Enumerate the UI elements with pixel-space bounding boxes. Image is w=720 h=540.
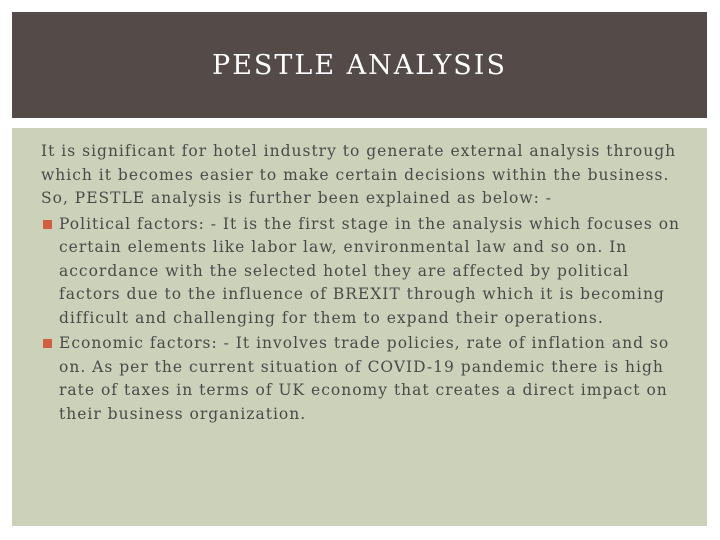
bullet-item-political: [41, 213, 685, 331]
slide-title-bar: [12, 12, 707, 118]
bullet-text: Economic factors: - It involves trade policies, rate of inflation and so on. As per the current situation of COVID-19 pandemic there is high rate of taxes in terms of UK economy that creates a direct impact on their business organization.: [59, 334, 670, 423]
bullet-list: [41, 213, 685, 427]
intro-paragraph: It is significant for hotel industry to generate external analysis through which it becomes easier to make certain decisions within the business. So, PESTLE analysis is further been explained as below: -: [41, 142, 677, 207]
square-bullet-icon: [43, 220, 52, 229]
bullet-item-economic: [41, 332, 685, 426]
square-bullet-icon: [43, 339, 52, 348]
slide-title: PESTLE ANALYSIS: [212, 49, 507, 81]
slide-content-area: [12, 128, 707, 526]
bullet-text: Political factors: - It is the first stage in the analysis which focuses on certain elements like labor law, environmental law and so on. In accordance with the selected hotel they are affected by political factors due to the influence of BREXIT through which it is becoming difficult and challenging for them to expand their operations.: [59, 214, 681, 327]
